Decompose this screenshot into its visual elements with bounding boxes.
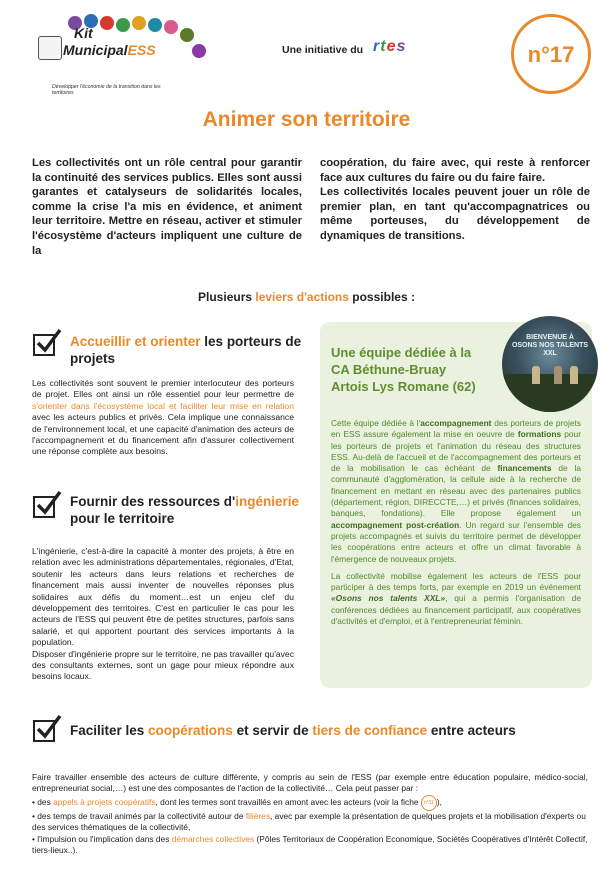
section2-heading: Fournir des ressources d'ingénierie pour le territoire — [70, 494, 300, 526]
badge-icon — [100, 16, 114, 30]
logo-tagline: Développer l'économie de la transition dans les territoires — [52, 84, 161, 96]
badge-icon — [192, 44, 206, 58]
logo-kit: Kit — [74, 25, 93, 41]
intro-left-text: Les collectivités ont un rôle central pour garantir la continuité des services publics. Elles sont aussi garantes et catalyseurs de solidarités locales, comme la crise l'a mis en évidence, et animent leur territoire. Mettre en réseau, activer et stimuler l'écosystème d'acteurs impliquent une culture de la — [32, 157, 302, 257]
rtes-logo: rtes — [373, 38, 407, 55]
section1-body: Les collectivités sont souvent le premier interlocuteur des porteurs de projet. Elles ont ainsi un rôle essentiel pour leur permettre de s'orienter dans l'écosystème local et faciliter leur mise en relation avec les acteurs publics et privés. Cela implique une connaissance de l'environnement local, et une capacité d'animation des acteurs de l'accompagnement et du financement afin d'assurer collectivement une réponse complète aux besoins. — [32, 378, 294, 457]
section3-heading: Faciliter les coopérations et servir de tiers de confiance entre acteurs — [70, 723, 516, 738]
intro-left — [32, 156, 302, 258]
event-photo: BIENVENUE À OSONS NOS TALENTS XXL — [502, 316, 598, 412]
checkbox-icon — [33, 496, 55, 518]
issue-number: n°17 — [527, 42, 575, 67]
badge-icon — [180, 28, 194, 42]
section1-heading: Accueillir et orienter les porteurs de projets — [70, 334, 302, 366]
badge-icon — [132, 16, 146, 30]
checkbox-icon — [33, 720, 55, 742]
intro-right-text-2: Les collectivités locales peuvent jouer un rôle de premier plan, en tant qu'accompagnatrices ou même porteuses, du développement de dynamiques de transitions. — [320, 186, 590, 242]
page-title: Animer son territoire — [202, 108, 411, 131]
section3-body: Faire travailler ensemble des acteurs de culture différente, y compris au sein de l'ESS (par exemple entre éducation populaire, médico-social, entrepreneuriat social,…) est une des composantes de l'action de la collectivité… Cela peut passer par : • des appels à projets coopératifs, dont les termes sont travaillés en amont avec les acteurs (voir la fiche n°11 ), • des temps de travail animés par la collectivité autour de filières, avec par exemple la présentation de quelques projets et la mobilisation d'experts ou des services thématiques de la collectivité, • l'impulsion ou l'implication dans des démarches collectives (Pôles Territoriaux de Coopération Economique, Sociétés Coopératives d'Intérêt Collectif, tiers-lieux..). — [32, 772, 588, 856]
fiche-link[interactable]: n°11 — [421, 795, 437, 811]
badge-icon — [38, 36, 62, 60]
intro-right — [320, 156, 590, 244]
case-study-title: Une équipe dédiée à la CA Béthune-Bruay Artois Lys Romane (62) — [331, 345, 476, 394]
section2-body: L'ingénierie, c'est-à-dire la capacité à monter des projets, à être en relation avec les administrations départementales, régionales, d'Etat, soutenir les acteurs dans leurs relations et recherches de financement mais aussi inventer de nouvelles réponses plus solidaires aux défis du moment…est un enjeu clef du développement des territoires. C'est en particulier le cas pour les acteurs de l'ESS qui peuvent être de petites structures, parfois sans salarié, et qui apportent pourtant des services importants à la population. Disposer d'ingénierie propre sur le territoire, ne pas travailler qu'avec des consultants externes, sont un gage pour mieux répondre aux besoins locaux. — [32, 546, 294, 682]
initiative-label: Une initiative du — [282, 44, 364, 56]
case-study-body: Cette équipe dédiée à l'accompagnement des porteurs de projets en ESS assure également la mise en oeuvre de formations pour les porteurs de projets et l'animation du réseau des structures ESS. Au-delà de l'accueil et de l'accompagnement des porteurs et de la mobilisation le cas échéant de financements de la communauté d'agglomération, la cellule aide à la recherche de financement en mettant en réseau avec des partenaires publics (département, région, DIRECCTE,…) et privés (finances solidaires, banques, fondations). Elle propose également un accompagnement post-création. Un regard sur l'ensemble des projets accompagnés et suivis du territoire permet de développer les coopérations entre acteurs et offre un climat favorable à l'émergence de nouveaux projets. La collectivité mobilise également les acteurs de l'ESS pour participer à des temps forts, par exemple en 2019 un événement «Osons nos talents XXL», qui a permis l'organisation de conférences dédiées au financement participatif, aux coopératives d'activités et d'emploi, et à l'entrepreneuriat féminin. — [331, 418, 582, 627]
leviers-heading: Plusieurs leviers d'actions possibles : — [198, 290, 415, 304]
intro-right-text-1: coopération, du faire avec, qui reste à renforcer face aux cultures du faire ou du faire faire. — [320, 157, 590, 184]
badge-icon — [116, 18, 130, 32]
checkbox-icon — [33, 334, 55, 356]
logo-municipal: MunicipalESS — [63, 42, 156, 58]
badge-icon — [148, 18, 162, 32]
badge-icon — [164, 20, 178, 34]
issue-number-badge — [511, 14, 591, 94]
